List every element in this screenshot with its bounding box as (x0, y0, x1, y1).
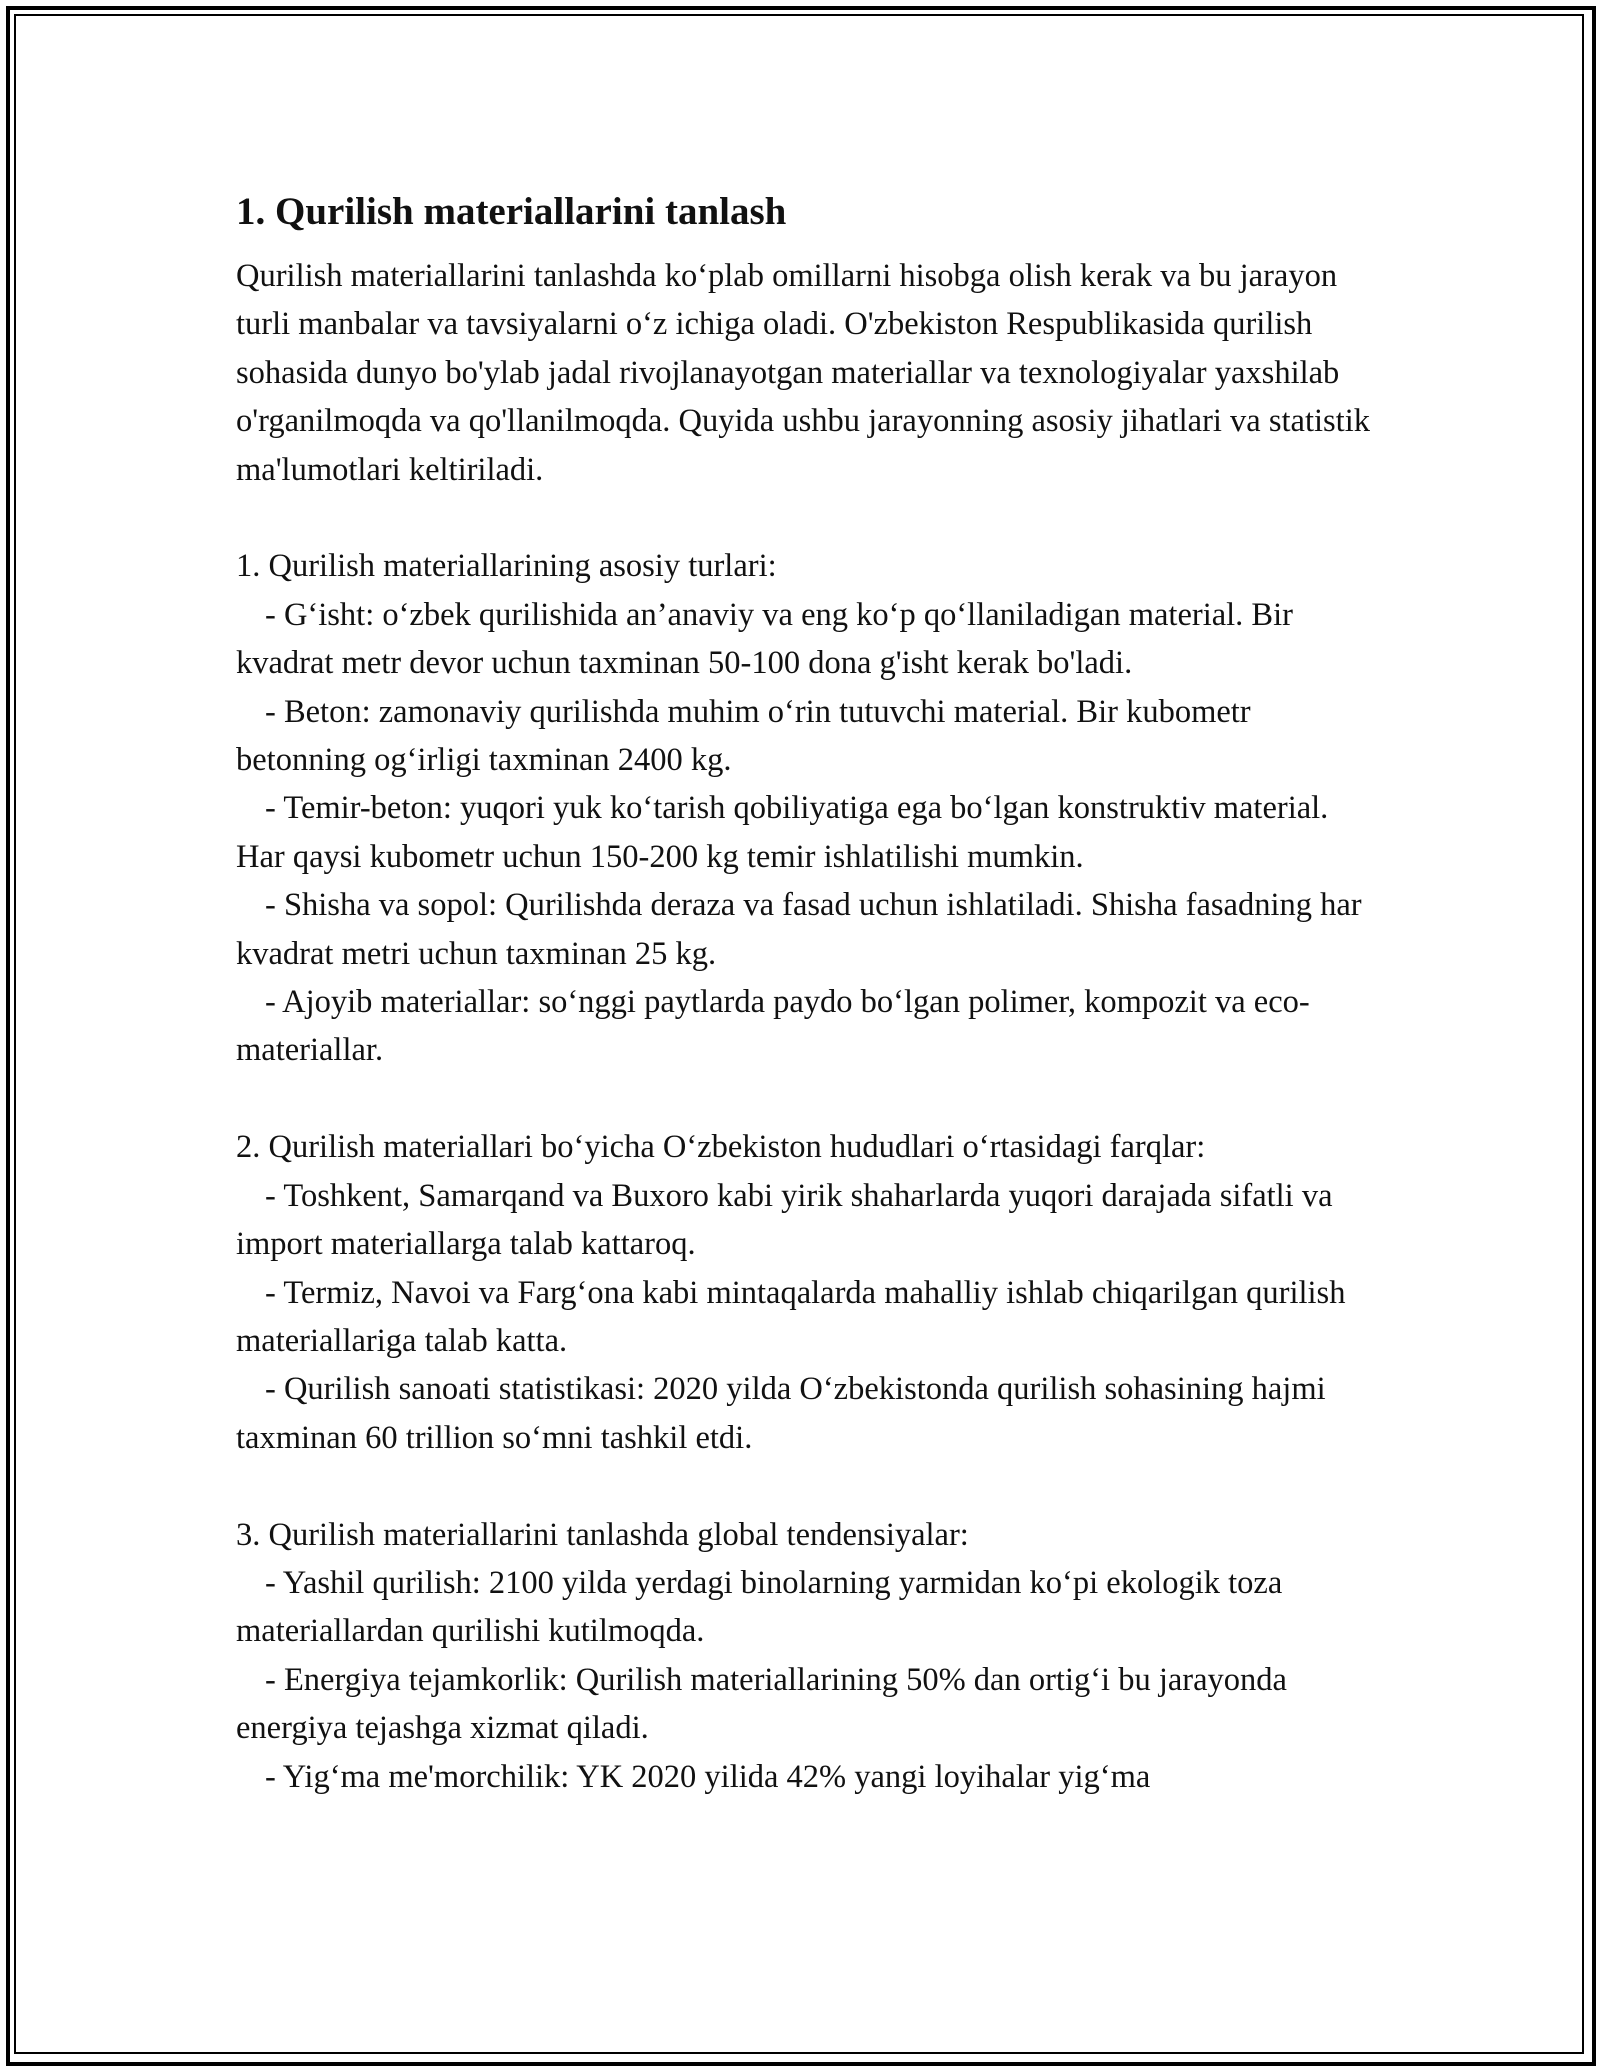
page-title: 1. Qurilish materiallarini tanlash (236, 190, 787, 233)
section-heading: 2. Qurilish materiallari bo‘yicha O‘zbekiston hududlari o‘rtasidagi farqlar: (236, 1129, 1206, 1166)
list-item: - Shisha va sopol: Qurilishda deraza va fasad uchun ishlatiladi. Shisha fasadning har kvadrat metri uchun taxminan 25 kg. (236, 887, 1362, 972)
section-regional-differences (236, 1123, 1376, 1462)
section-heading: 3. Qurilish materiallarini tanlashda global tendensiyalar: (236, 1516, 969, 1553)
list-item: - Beton: zamonaviy qurilishda muhim o‘rin tutuvchi material. Bir kubometr betonning og‘irligi taxminan 2400 kg. (236, 693, 1251, 779)
section-global-trends (236, 1511, 1376, 1801)
list-item: - Energiya tejamkorlik: Qurilish materiallarining 50% dan ortig‘i bu jarayonda energiya tejashga xizmat qiladi. (236, 1661, 1287, 1747)
list-item: - G‘isht: o‘zbek qurilishida an’anaviy va eng ko‘p qo‘llaniladigan material. Bir kvadrat metr devor uchun taxminan 50-100 dona g'isht kerak bo'ladi. (236, 596, 1293, 682)
list-item: - Temir-beton: yuqori yuk ko‘tarish qobiliyatiga ega bo‘lgan konstruktiv material. Har qaysi kubometr uchun 150-200 kg temir ishlatilishi mumkin. (236, 790, 1329, 875)
list-item: - Ajoyib materiallar: so‘nggi paytlarda paydo bo‘lgan polimer, kompozit va eco-materiallar. (236, 984, 1310, 1069)
list-item: - Qurilish sanoati statistikasi: 2020 yilda O‘zbekistonda qurilish sohasining hajmi taxminan 60 trillion so‘mni tashkil etdi. (236, 1371, 1326, 1456)
list-item: - Yig‘ma me'morchilik: YK 2020 yilida 42% yangi loyihalar yig‘ma (265, 1758, 1151, 1795)
list-item: - Termiz, Navoi va Farg‘ona kabi mintaqalarda mahalliy ishlab chiqarilgan qurilish materiallariga talab katta. (236, 1274, 1346, 1359)
section-heading: 1. Qurilish materiallarining asosiy turlari: (236, 548, 777, 585)
list-item: - Yashil qurilish: 2100 yilda yerdagi binolarning yarmidan ko‘pi ekologik toza materiallardan qurilishi kutilmoqda. (236, 1564, 1283, 1650)
intro-paragraph: Qurilish materiallarini tanlashda ko‘plab omillarni hisobga olish kerak va bu jarayon turli manbalar va tavsiyalarni o‘z ichiga oladi. O'zbekiston Respublikasida qurilish sohasida dunyo bo'ylab jadal rivojlanayotgan materiallar va texnologiyalar yaxshilab o'rganilmoqda va qo'llanilmoqda. Quyida ushbu jarayonning asosiy jihatlari va statistik ma'lumotlari keltiriladi. (236, 258, 1370, 488)
section-material-types (236, 542, 1376, 1074)
document-body (236, 186, 1376, 1801)
list-item: - Toshkent, Samarqand va Buxoro kabi yirik shaharlarda yuqori darajada sifatli va import materiallarga talab kattaroq. (236, 1177, 1333, 1263)
